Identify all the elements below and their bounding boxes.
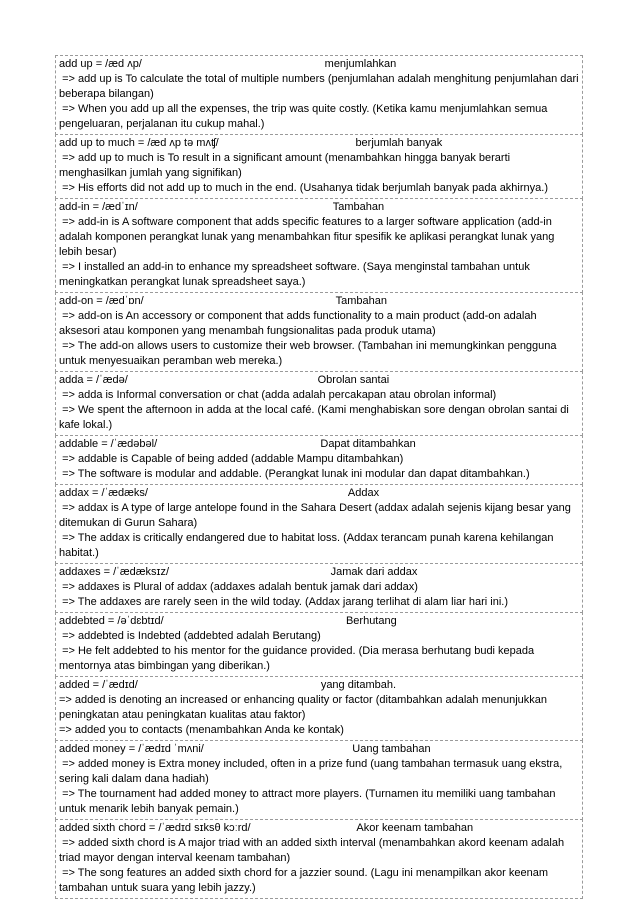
entry-term: addable = /ˈædəbəl/ [59,438,158,450]
entry-example: => The song features an added sixth chord for a jazzier sound. (Lagu ini menampilkan akor keenam tambahan untuk suara yang lebih jazzy.) [59,867,552,894]
entry-term: add up to much = /æd ʌp tə mʌʧ/ [59,137,219,149]
entry-definition: => added is denoting an increased or enhancing quality or factor (ditambahkan adalah menunjukkan peningkatan atau peningkatan kualitas atau faktor) [59,694,551,721]
entry-translation: menjumlahkan [324,58,397,70]
entry-header [59,294,579,309]
entry-example: => The software is modular and addable. (Perangkat lunak ini modular dan dapat ditambahkan.) [59,468,530,480]
entry-definition: => added money is Extra money included, often in a prize fund (uang tambahan termasuk uang ekstra, sering kali dalam dana hadiah) [59,758,566,785]
entry-term: added sixth chord = /ˈædɪd sɪksθ kɔːrd/ [59,822,251,834]
entry-example: => His efforts did not add up to much in the end. (Usahanya tidak berjumlah banyak pada akhirnya.) [59,182,548,194]
entry-definition: => addebted is Indebted (addebted adalah Berutang) [59,630,321,642]
entry-header [59,200,579,215]
entry-definition: => add-in is A software component that adds specific features to a larger software application (add-in adalah komponen perangkat lunak yang menambahkan fitur spesifik ke aplikasi perangkat lunak yang lebih besar) [59,216,558,258]
entry-example: => When you add up all the expenses, the trip was quite costly. (Ketika kamu menjumlahkan semua pengeluaran, perjalanan itu cukup mahal.) [59,103,551,130]
entry-term: addaxes = /ˈædæksɪz/ [59,566,169,578]
entry-translation: Dapat ditambahkan [320,438,416,450]
entry-header [59,437,579,452]
dictionary-entry [55,55,583,135]
entry-header [59,136,579,151]
dictionary-entry [55,134,583,199]
entry-definition: => addax is A type of large antelope found in the Sahara Desert (addax adalah sejenis kijang besar yang ditemukan di Gurun Sahara) [59,502,574,529]
entry-example: => He felt addebted to his mentor for the guidance provided. (Dia merasa berhutang budi kepada mentornya atas bimbingan yang diberikan.) [59,645,538,672]
entry-header [59,678,579,693]
dictionary-entry [55,371,583,436]
entry-term: addax = /ˈædæks/ [59,487,148,499]
entry-header [59,614,579,629]
entry-translation: Jamak dari addax [330,566,418,578]
dictionary-entry [55,198,583,293]
entry-term: add up = /æd ʌp/ [59,58,142,70]
entry-example: => We spent the afternoon in adda at the local café. (Kami menghabiskan sore dengan obrolan santai di kafe lokal.) [59,404,572,431]
dictionary-entry [55,676,583,741]
entry-term: added = /ˈædɪd/ [59,679,138,691]
entry-example: => added you to contacts (menambahkan Anda ke kontak) [59,724,344,736]
entry-definition: => addable is Capable of being added (addable Mampu ditambahkan) [59,453,404,465]
entry-term: addebted = /əˈdɛbtɪd/ [59,615,164,627]
dictionary-entry [55,612,583,677]
dictionary-entry [55,563,583,613]
entry-header [59,565,579,580]
entry-example: => I installed an add-in to enhance my spreadsheet software. (Saya menginstal tambahan untuk meningkatkan perangkat lunak spreadsheet saya.) [59,261,533,288]
entry-translation: Obrolan santai [317,374,390,386]
entry-translation: Addax [347,487,380,499]
entry-translation: Berhutang [345,615,397,627]
entry-translation: yang ditambah. [320,679,397,691]
entry-translation: Tambahan [335,295,388,307]
entry-header [59,821,579,836]
entry-term: add-on = /ædˈɒn/ [59,295,144,307]
entry-definition: => add up is To calculate the total of multiple numbers (penjumlahan adalah menghitung penjumlahan dari beberapa bilangan) [59,73,582,100]
entry-definition: => adda is Informal conversation or chat (adda adalah percakapan atau obrolan informal) [59,389,497,401]
entry-translation: Uang tambahan [352,743,431,755]
entry-translation: Tambahan [332,201,385,213]
entry-definition: => added sixth chord is A major triad with an added sixth interval (menambahkan akord keenam adalah triad mayor dengan interval keenam tambahan) [59,837,568,864]
entry-translation: berjumlah banyak [355,137,443,149]
entry-term: added money = /ˈædɪd ˈmʌni/ [59,743,204,755]
entry-example: => The tournament had added money to attract more players. (Turnamen itu memiliki uang tambahan untuk menarik lebih banyak pemain.) [59,788,559,815]
dictionary-entry [55,819,583,899]
dictionary-entry [55,740,583,820]
entries-list [55,55,583,899]
entry-header [59,742,579,757]
entry-definition: => add up to much is To result in a significant amount (menambahkan hingga banyak berarti menghasilkan jumlah yang signifikan) [59,152,514,179]
entry-example: => The addaxes are rarely seen in the wild today. (Addax jarang terlihat di alam liar hari ini.) [59,596,509,608]
entry-term: add-in = /ædˈɪn/ [59,201,138,213]
entry-term: adda = /ˈædə/ [59,374,128,386]
dictionary-entry [55,484,583,564]
entry-example: => The addax is critically endangered due to habitat loss. (Addax terancam punah karena kehilangan habitat.) [59,532,557,559]
dictionary-entry [55,435,583,485]
entry-header [59,373,579,388]
entry-header [59,486,579,501]
entry-definition: => add-on is An accessory or component that adds functionality to a main product (add-on adalah aksesori atau komponen yang menambah fungsionalitas pada produk utama) [59,310,540,337]
entry-definition: => addaxes is Plural of addax (addaxes adalah bentuk jamak dari addax) [59,581,418,593]
entry-translation: Akor keenam tambahan [356,822,474,834]
dictionary-entry [55,292,583,372]
entry-header [59,57,579,72]
entry-example: => The add-on allows users to customize their web browser. (Tambahan ini memungkinkan pengguna untuk menyesuaikan peramban web mereka.) [59,340,560,367]
